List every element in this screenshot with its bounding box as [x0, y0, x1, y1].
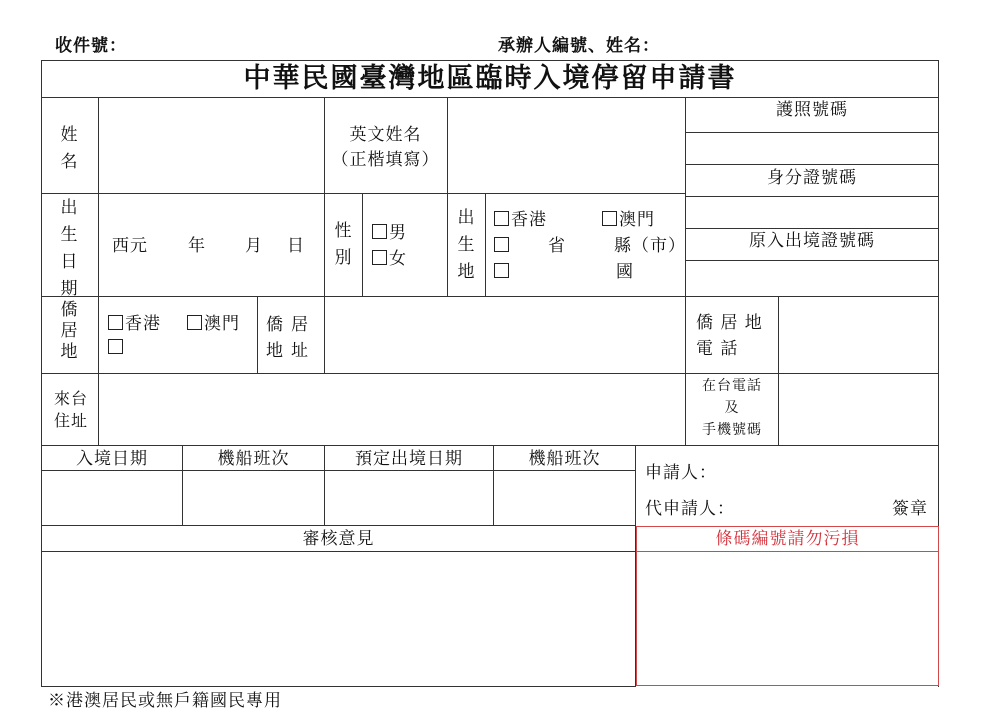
english-name-note: （正楷填寫） — [331, 150, 440, 170]
checkbox-icon[interactable] — [494, 211, 509, 226]
name-field[interactable] — [100, 99, 322, 191]
checkbox-icon[interactable] — [494, 263, 509, 278]
checkbox-icon[interactable] — [372, 224, 387, 239]
sex-label: 性 別 — [334, 221, 352, 268]
checkbox-icon[interactable] — [372, 250, 387, 265]
handler-label: 承辦人編號、姓名： — [498, 36, 660, 56]
original-exit-permit-label: 原入出境證號碼 — [749, 231, 875, 251]
birth-date-era: 西元 — [112, 236, 148, 256]
name-label: 姓 名 — [60, 125, 78, 172]
birthplace-hongkong[interactable]: 香港 — [494, 210, 547, 230]
birthplace-country-option[interactable] — [494, 262, 511, 282]
residence-label: 僑 居 地 — [60, 300, 78, 362]
footer-note: ※港澳居民或無戶籍國民專用 — [48, 691, 282, 711]
review-opinion-field[interactable] — [44, 553, 633, 684]
checkbox-icon[interactable] — [108, 315, 123, 330]
residence-phone-label-2: 電 話 — [696, 339, 739, 359]
planned-exit-date-field[interactable] — [326, 472, 491, 523]
entry-date-field[interactable] — [44, 472, 180, 523]
residence-phone-field[interactable] — [780, 298, 936, 371]
exit-flight-label: 機船班次 — [528, 449, 601, 469]
checkbox-icon[interactable] — [494, 237, 509, 252]
residence-hongkong[interactable]: 香港 — [108, 314, 161, 334]
id-number-field[interactable] — [688, 198, 936, 226]
passport-number-field[interactable] — [688, 134, 936, 162]
agent-label: 代申請人： — [645, 499, 735, 519]
birth-date-day: 日 — [287, 236, 305, 256]
birthplace-macau[interactable]: 澳門 — [602, 210, 655, 230]
taiwan-phone-label-3: 手機號碼 — [702, 422, 762, 438]
barcode-label: 條碼編號請勿污損 — [715, 529, 860, 549]
original-exit-permit-field[interactable] — [688, 262, 936, 294]
birthplace-province-option[interactable] — [494, 236, 511, 256]
checkbox-icon[interactable] — [108, 339, 123, 354]
residence-macau[interactable]: 澳門 — [187, 314, 240, 334]
birthplace-county: 縣（市） — [614, 236, 686, 256]
checkbox-icon[interactable] — [602, 211, 617, 226]
checkbox-icon[interactable] — [187, 315, 202, 330]
sex-option-male[interactable]: 男 — [372, 223, 407, 243]
birth-date-month: 月 — [245, 236, 263, 256]
taiwan-address-field[interactable] — [100, 375, 683, 443]
residence-other[interactable] — [108, 338, 125, 358]
entry-flight-label: 機船班次 — [217, 449, 290, 469]
entry-flight-field[interactable] — [184, 472, 322, 523]
taiwan-phone-label-1: 在台電話 — [702, 378, 762, 394]
barcode-area — [639, 554, 936, 683]
english-name-field[interactable] — [449, 99, 683, 191]
entry-date-label: 入境日期 — [76, 449, 148, 469]
birthplace-province: 省 — [548, 236, 566, 256]
form-title: 中華民國臺灣地區臨時入境停留申請書 — [243, 63, 737, 94]
exit-flight-field[interactable] — [495, 472, 633, 523]
residence-phone-label-1: 僑 居 地 — [696, 313, 763, 333]
english-name-label: 英文姓名 — [349, 125, 422, 145]
applicant-label: 申請人： — [645, 463, 717, 483]
birthplace-label: 出 生 地 — [457, 208, 475, 282]
residence-address-field[interactable] — [326, 298, 683, 371]
residence-address-label: 僑居地址 — [266, 315, 316, 361]
birthplace-country: 國 — [616, 262, 634, 282]
review-opinion-label: 審核意見 — [302, 529, 375, 549]
sex-option-female[interactable]: 女 — [372, 249, 407, 269]
taiwan-phone-field[interactable] — [780, 375, 936, 443]
birth-date-label: 出 生 日 期 — [60, 198, 78, 299]
planned-exit-date-label: 預定出境日期 — [355, 449, 463, 469]
passport-number-label: 護照號碼 — [776, 100, 848, 120]
signature-label: 簽章 — [892, 499, 928, 519]
taiwan-phone-label-2: 及 — [724, 400, 740, 416]
birth-date-year: 年 — [188, 236, 206, 256]
receipt-number-label: 收件號： — [55, 36, 127, 56]
taiwan-address-label: 來台住址 — [53, 389, 88, 430]
id-number-label: 身分證號碼 — [767, 168, 857, 188]
